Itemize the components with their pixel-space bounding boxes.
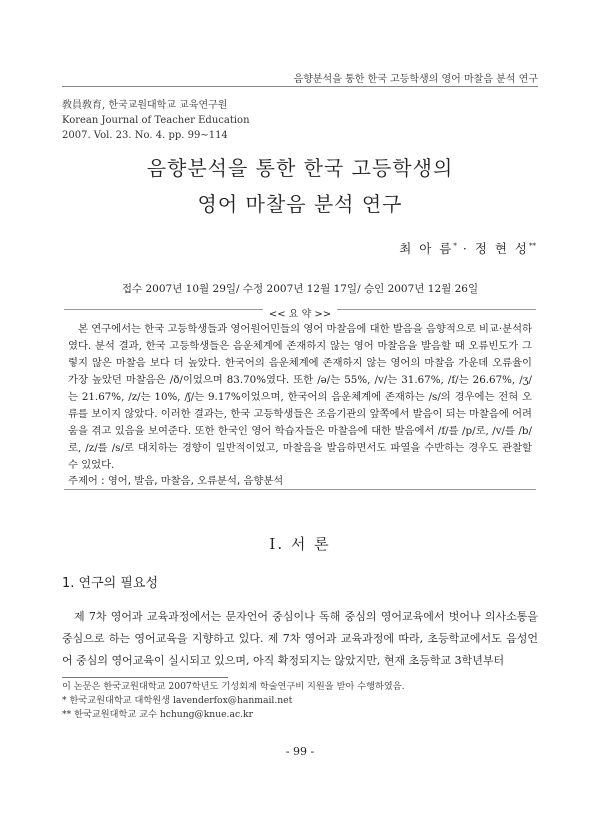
page-number: - 99 - <box>285 745 315 758</box>
section-title: Ⅰ. 서 론 <box>269 535 331 553</box>
footnote-author-2: ** 한국교원대학교 교수 hchung@knue.ac.kr <box>62 709 253 720</box>
journal-volume: 2007. Vol. 23. No. 4. pp. 99∼114 <box>62 130 228 141</box>
author-2-mark: ** <box>529 241 536 250</box>
author-list <box>399 239 536 257</box>
header-rule <box>62 86 538 87</box>
paper-title <box>0 150 600 222</box>
submission-dates: 접수 2007년 10월 29일/ 수정 2007년 12월 17일/ 승인 2007년 12월 26일 <box>121 283 479 295</box>
paper-title-line1: 음향분석을 통한 한국 고등학생의 <box>146 156 454 180</box>
journal-name-english: Korean Journal of Teacher Education <box>62 115 250 126</box>
keywords: 주제어 : 영어, 발음, 마찰음, 오류분석, 음향분석 <box>68 475 284 487</box>
journal-name-korean: 敎員敎育, 한국교원대학교 교육연구원 <box>62 100 228 111</box>
abstract-label: << 요 약 >> <box>263 309 337 320</box>
subsection-title: 1. 연구의 필요성 <box>62 576 159 591</box>
footnotes <box>62 680 405 722</box>
author-1-mark: * <box>453 241 457 250</box>
abstract-text: 본 연구에서는 한국 고등학생들과 영어원어민들의 영어 마찰음에 대한 발음을 음향적으로 비교·분석하였다. 분석 결과, 한국 고등학생들은 음운체계에 존재하지 않는 영어 마찰음을 발음할 때 오류빈도가 그렇지 않은 마찰음 보다 더 높았다. 한국어의 음운체계에 존재하지 않는 영어의 마찰음 가운데 오류율이 가장 높았던 마찰음은 /ð/이었으며 83.70%였다. 또한 /ə/는 55%, /v/는 31.67%, /f/는 26.67%, /ʒ/는 21.67%, /z/는 10%, /ʃ/는 9.17%이었으며, 한국어의 음운체계에 존재하는 /s/의 경우에는 전혀 오류를 보이지 않았다. 이러한 결과는, 한국 고등학생들은 조음기관의 앞쪽에서 발음이 되는 마찰음에 어려움을 겪고 있음을 보여준다. 또한 한국인 영어 학습자들은 마찰음에 대한 발음에서 /f/를 /p/로, /v/를 /b/로, /z/를 /s/로 대치하는 경향이 일반적이었고, 마찰음을 발음하면서도 파열을 수반하는 경우도 관찰할 수 있었다. <box>68 323 532 471</box>
footnote-author-1: * 한국교원대학교 대학원생 lavenderfox@hanmail.net <box>62 695 293 706</box>
journal-info <box>62 98 250 143</box>
author-1: 최 아 름 <box>399 241 454 256</box>
running-head: 음향분석을 통한 한국 고등학생의 영어 마찰음 분석 연구 <box>293 74 538 85</box>
footnote-rule <box>62 677 228 678</box>
abstract-label-wrapper <box>0 302 600 321</box>
body-paragraph: 제 7차 영어과 교육과정에서는 문자언어 중심이나 독해 중심의 영어교육에서 벗어나 의사소통을 중심으로 하는 영어교육을 지향하고 있다. 제 7차 영어과 교육과정에 따라, 초등학교에서도 음성언어 중심의 영어교육이 실시되고 있으며, 아직 확정되지는 않았지만, 현재 초등학교 3학년부터 <box>62 610 538 667</box>
footnote-funding: 이 논문은 한국교원대학교 2007학년도 기성회계 학술연구비 지원을 받아 수행하였음. <box>62 681 405 692</box>
paper-title-line2: 영어 마찰음 분석 연구 <box>197 192 403 216</box>
author-separator: · <box>456 241 475 256</box>
abstract-bottom-rule <box>64 489 536 490</box>
author-2: 정 현 성 <box>474 241 529 256</box>
